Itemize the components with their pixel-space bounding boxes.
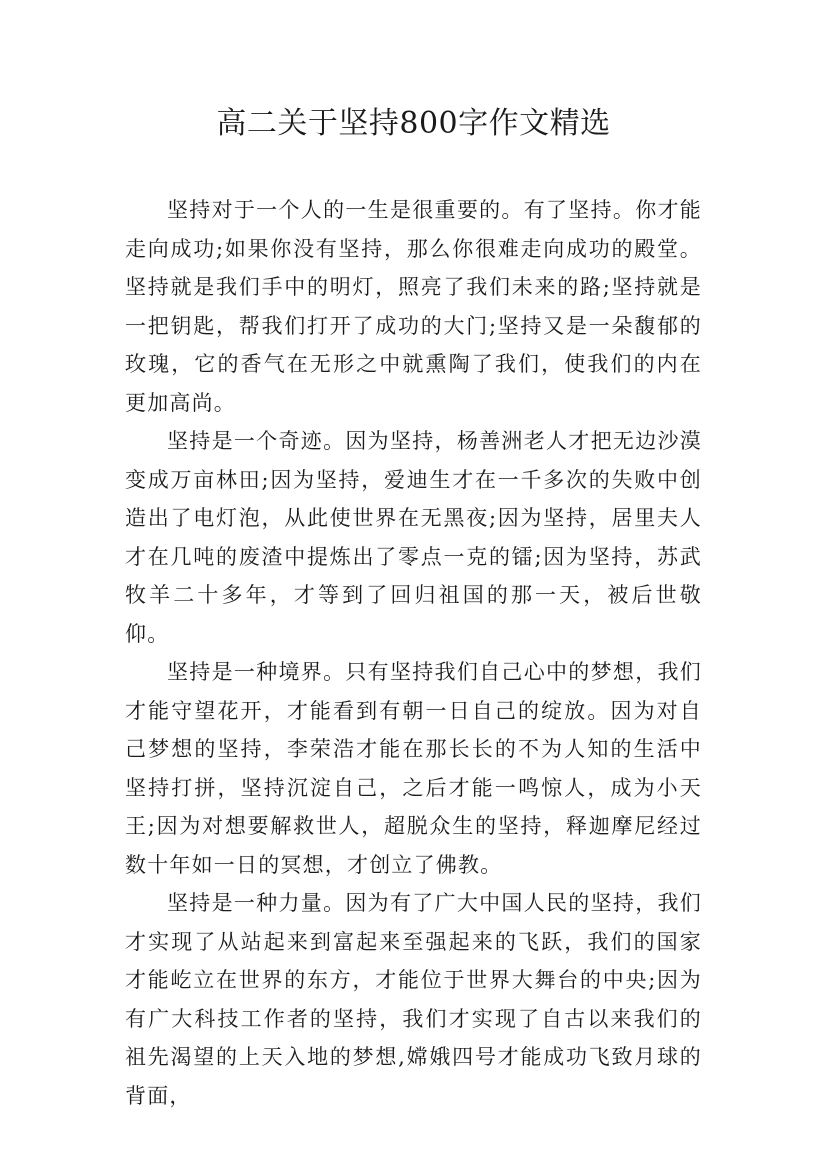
paragraph-3: 坚持是一种境界。只有坚持我们自己心中的梦想，我们才能守望花开，才能看到有朝一日自己的绽放。因为对自己梦想的坚持，李荣浩才能在那长长的不为人知的生活中坚持打拼，坚持沉淀自己，之后才能一鸣惊人，成为小天王;因为对想要解救世人，超脱众生的坚持，释迦摩尼经过数十年如一日的冥想，才创立了佛教。 (125, 660, 702, 877)
paragraph-2: 坚持是一个奇迹。因为坚持，杨善洲老人才把无边沙漠变成万亩林田;因为坚持，爱迪生才在一千多次的失败中创造出了电灯泡，从此使世界在无黑夜;因为坚持，居里夫人才在几吨的废渣中提炼出了零点一克的镭;因为坚持，苏武牧羊二十多年，才等到了回归祖国的那一天，被后世敬仰。 (125, 429, 702, 646)
document-title: 高二关于坚持800字作文精选 (216, 106, 611, 141)
paragraph-1: 坚持对于一个人的一生是很重要的。有了坚持。你才能走向成功;如果你没有坚持，那么你很难走向成功的殿堂。坚持就是我们手中的明灯，照亮了我们未来的路;坚持就是一把钥匙，帮我们打开了成功的大门;坚持又是一朵馥郁的玫瑰，它的香气在无形之中就熏陶了我们，使我们的内在更加高尚。 (125, 198, 702, 415)
paragraph-4: 坚持是一种力量。因为有了广大中国人民的坚持，我们才实现了从站起来到富起来至强起来的飞跃，我们的国家才能屹立在世界的东方，才能位于世界大舞台的中央;因为有广大科技工作者的坚持，我们才实现了自古以来我们的祖先渴望的上天入地的梦想,嫦娥四号才能成功飞致月球的背面， (125, 891, 702, 1108)
document-body (125, 191, 702, 1115)
